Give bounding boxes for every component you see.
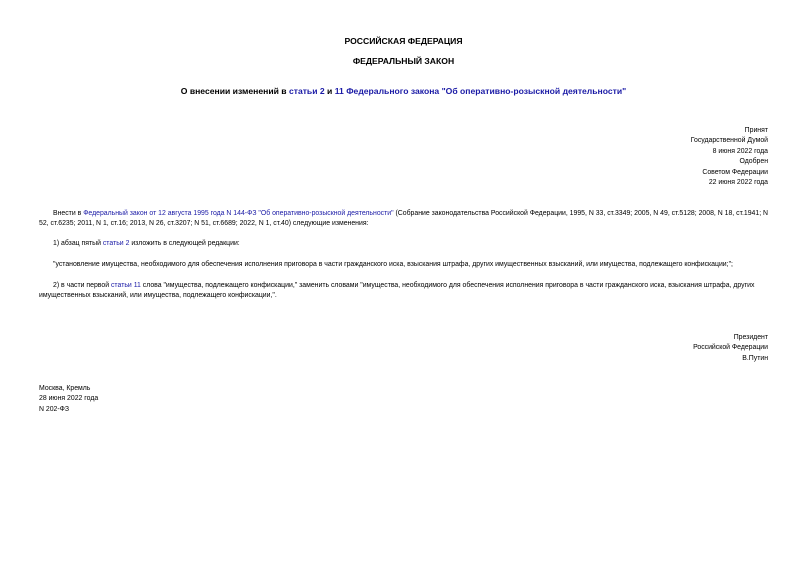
intro-paragraph	[39, 209, 768, 230]
signature-country: Российской Федерации	[693, 344, 768, 352]
law-title	[0, 86, 807, 97]
item-1-article-link[interactable]: статьи 2	[102, 240, 130, 247]
approved-by: Советом Федерации	[702, 168, 768, 176]
adopted-date: 8 июня 2022 года	[712, 147, 768, 155]
intro-prefix: Внести в	[53, 210, 84, 217]
signature-position: Президент	[733, 334, 768, 341]
footer-date: 28 июня 2022 года	[39, 395, 99, 403]
law-title-and: и	[324, 86, 335, 96]
signature-block	[693, 333, 768, 364]
footer-block	[39, 384, 98, 415]
item-1-paragraph	[39, 239, 768, 249]
item-2-article-link[interactable]: статьи 11	[110, 282, 141, 289]
law-type-heading: ФЕДЕРАЛЬНЫЙ ЗАКОН	[352, 56, 455, 66]
federal-law-link[interactable]: Федеральный закон от 12 августа 1995 года N 144-ФЗ "Об оперативно-розыскной деятельности"	[83, 210, 394, 217]
footer-number: N 202-ФЗ	[39, 405, 70, 413]
country-heading: РОССИЙСКАЯ ФЕДЕРАЦИЯ	[344, 36, 463, 46]
law-link[interactable]: 11 Федерального закона "Об оперативно-розыскной деятельности"	[334, 86, 627, 96]
signature-name: В.Путин	[742, 354, 768, 362]
adopted-by: Государственной Думой	[690, 137, 768, 145]
footer-place: Москва, Кремль	[39, 385, 91, 392]
adopted-label: Принят	[744, 127, 768, 134]
item-2-prefix: 2) в части первой	[53, 282, 111, 289]
item-2-paragraph	[39, 281, 768, 302]
adoption-block	[691, 126, 768, 188]
item-2-suffix: слова "имущества, подлежащего конфискации," заменить словами "имущества, необходимого для обеспечения исполнения приговора в части гражданского иска, взыскания штрафа, других имущественных взысканий, или имущества, подлежащего конфискации,".	[39, 282, 755, 300]
item-1-suffix: изложить в следующей редакции:	[129, 240, 240, 247]
article-2-link[interactable]: статьи 2	[288, 86, 325, 96]
approved-date: 22 июня 2022 года	[708, 179, 768, 187]
intro-suffix: (Собрание законодательства Российской Федерации, 1995, N 33, ст.3349; 2005, N 49, ст.5128; 2008, N 18, ст.1941; N 52, ст.6235; 2011, N 1, ст.16; 2013, N 26, ст.3207; N 51, ст.6689; 2022, N 1, ст.40) следующие изменения:	[39, 210, 769, 228]
item-1-prefix: 1) абзац пятый	[53, 240, 103, 247]
quote-paragraph: "установление имущества, необходимого для обеспечения исполнения приговора в части гражданского иска, взыскания штрафа, других имущественных взысканий, или имущества, подлежащего конфискации;";	[53, 261, 733, 268]
approved-label: Одобрен	[739, 158, 768, 166]
law-title-prefix: О внесении изменений в	[180, 86, 289, 96]
